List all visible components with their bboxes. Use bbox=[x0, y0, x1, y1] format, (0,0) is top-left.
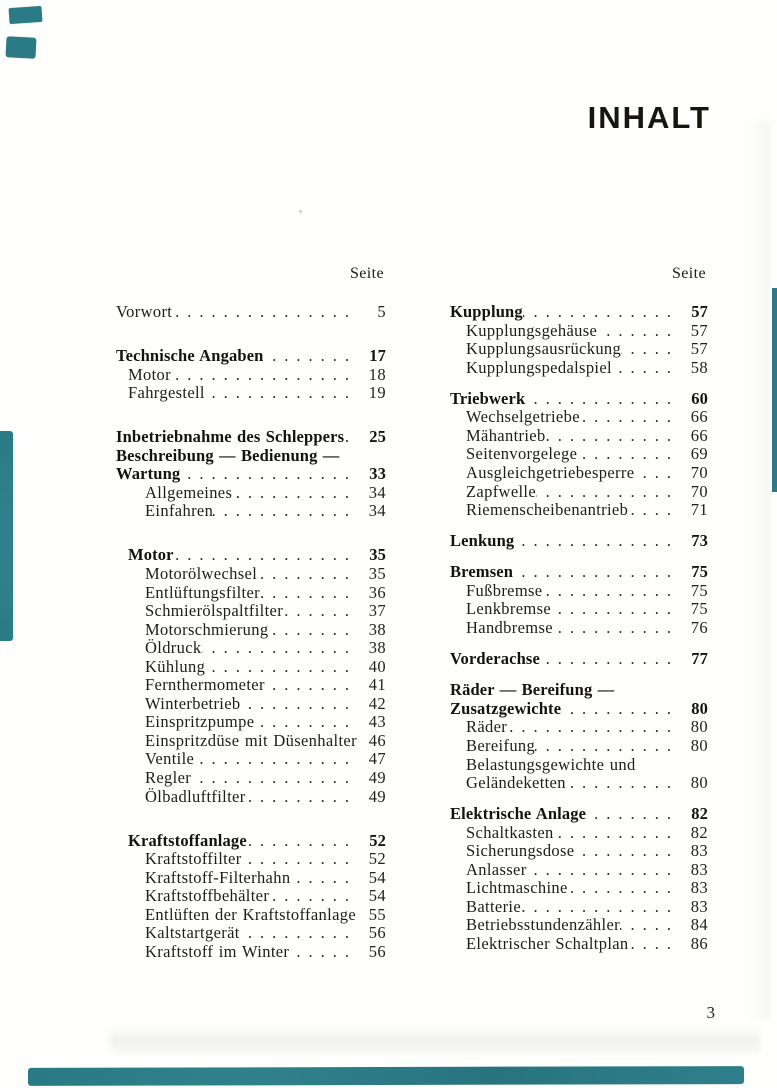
leader-dots bbox=[213, 502, 360, 521]
entry-page-number: 80 bbox=[691, 698, 708, 718]
leader-dots bbox=[553, 619, 682, 638]
toc-row bbox=[450, 842, 708, 861]
entry-page-number: 35 bbox=[369, 545, 386, 565]
leader-dots bbox=[351, 906, 360, 925]
leader-dots bbox=[577, 445, 682, 464]
toc-row bbox=[450, 532, 708, 551]
leader-dots bbox=[241, 695, 360, 714]
leader-dots bbox=[194, 750, 360, 769]
leader-dots bbox=[620, 916, 682, 935]
toc-rows-right bbox=[450, 303, 708, 954]
leader-dots bbox=[568, 879, 682, 898]
leader-dots bbox=[612, 359, 682, 378]
entry-page-number: 57 bbox=[690, 339, 708, 359]
toc-row bbox=[116, 465, 386, 484]
entry-label: Einspritzdüse mit Düsenhalter bbox=[145, 730, 357, 750]
entry-label: Kraftstoffanlage bbox=[128, 830, 247, 850]
seite-heading-left: Seite bbox=[350, 265, 384, 282]
entry-page-number: 82 bbox=[691, 804, 708, 824]
entry-label: Fußbremse bbox=[466, 580, 543, 600]
entry-page-number: 58 bbox=[690, 357, 708, 377]
entry-page-number: 83 bbox=[690, 841, 708, 861]
entry-label: Riemenscheibenantrieb bbox=[466, 500, 629, 520]
entry-page-number: 75 bbox=[691, 562, 708, 582]
entry-label: Beschreibung — Bedienung — bbox=[116, 445, 340, 465]
entry-page-number: 46 bbox=[368, 730, 386, 750]
entry-label: Kühlung bbox=[145, 656, 206, 676]
entry-label: Geländeketten bbox=[466, 773, 566, 793]
entry-page-number: 49 bbox=[368, 786, 386, 806]
entry-label: Zapfwelle bbox=[466, 481, 537, 501]
leader-dots bbox=[535, 737, 682, 756]
entry-label: Räder bbox=[466, 717, 508, 737]
toc-row bbox=[116, 621, 386, 640]
toc-row bbox=[450, 582, 708, 601]
toc-row bbox=[116, 447, 386, 466]
entry-page-number: 52 bbox=[369, 830, 386, 850]
entry-label: Vorderachse bbox=[450, 649, 540, 669]
entry-label: Fernthermometer bbox=[145, 675, 265, 695]
leader-dots bbox=[289, 943, 360, 962]
entry-page-number: 5 bbox=[377, 302, 386, 322]
toc-row bbox=[116, 713, 386, 732]
toc-row bbox=[450, 483, 708, 502]
toc-row bbox=[450, 600, 708, 619]
leader-dots bbox=[202, 639, 360, 658]
toc-row bbox=[450, 340, 708, 359]
leader-dots bbox=[264, 347, 360, 366]
entry-label: Triebwerk bbox=[450, 388, 526, 408]
toc-row bbox=[450, 898, 708, 917]
entry-label: Wartung bbox=[116, 464, 181, 484]
toc-row bbox=[450, 650, 708, 669]
entry-label: Anlasser bbox=[466, 859, 527, 879]
entry-label: Kraftstoffbehälter bbox=[145, 886, 270, 906]
toc-row bbox=[116, 546, 386, 565]
entry-page-number: 54 bbox=[368, 867, 386, 887]
leader-dots bbox=[523, 303, 682, 322]
toc-row bbox=[116, 788, 386, 807]
entry-page-number: 70 bbox=[690, 463, 708, 483]
entry-label: Einfahren bbox=[145, 501, 214, 521]
toc-row bbox=[116, 887, 386, 906]
entry-page-number: 82 bbox=[690, 822, 708, 842]
page-right-edge-shadow bbox=[748, 120, 770, 1020]
toc-row bbox=[450, 427, 708, 446]
toc-row bbox=[116, 832, 386, 851]
entry-page-number: 25 bbox=[369, 427, 386, 447]
toc-row bbox=[116, 565, 386, 584]
leader-dots bbox=[628, 501, 682, 520]
leader-dots bbox=[536, 483, 682, 502]
entry-page-number: 52 bbox=[368, 849, 386, 869]
toc-row bbox=[116, 732, 386, 751]
entry-page-number: 42 bbox=[368, 693, 386, 713]
toc-row bbox=[450, 501, 708, 520]
entry-page-number: 66 bbox=[690, 407, 708, 427]
entry-label: Kraftstoff im Winter bbox=[145, 941, 290, 961]
toc-row bbox=[116, 750, 386, 769]
leader-dots bbox=[540, 650, 682, 669]
toc-row bbox=[450, 303, 708, 322]
entry-label: Ölbadluftfilter bbox=[145, 786, 246, 806]
entry-page-number: 19 bbox=[368, 383, 386, 403]
leader-dots bbox=[242, 850, 360, 869]
leader-dots bbox=[351, 732, 360, 751]
leader-dots bbox=[240, 924, 360, 943]
entry-label: Mähantrieb bbox=[466, 425, 546, 445]
leader-dots bbox=[566, 774, 682, 793]
leader-dots bbox=[269, 887, 360, 906]
leader-dots bbox=[191, 769, 360, 788]
entry-page-number: 77 bbox=[691, 649, 708, 669]
entry-page-number: 80 bbox=[690, 717, 708, 737]
leader-dots bbox=[283, 602, 360, 621]
entry-page-number: 60 bbox=[691, 388, 708, 408]
leader-dots bbox=[260, 584, 360, 603]
entry-page-number: 55 bbox=[368, 904, 386, 924]
entry-label: Regler bbox=[145, 768, 192, 788]
toc-row bbox=[450, 737, 708, 756]
toc-row bbox=[116, 502, 386, 521]
toc-row bbox=[450, 774, 708, 793]
entry-label: Allgemeines bbox=[145, 482, 233, 502]
toc-row bbox=[450, 445, 708, 464]
entry-label: Kupplungspedalspiel bbox=[466, 357, 612, 377]
entry-page-number: 80 bbox=[690, 773, 708, 793]
toc-row bbox=[450, 681, 708, 700]
toc-row bbox=[116, 347, 386, 366]
toc-row bbox=[450, 879, 708, 898]
teal-marker-stroke-top-1 bbox=[8, 6, 42, 24]
leader-dots bbox=[232, 484, 360, 503]
leader-dots bbox=[205, 384, 360, 403]
entry-page-number: 57 bbox=[691, 302, 708, 322]
toc-row bbox=[450, 824, 708, 843]
leader-dots bbox=[507, 718, 682, 737]
entry-label: Kupplungsgehäuse bbox=[466, 320, 598, 340]
entry-page-number: 84 bbox=[690, 915, 708, 935]
entry-page-number: 80 bbox=[690, 735, 708, 755]
entry-label: Vorwort bbox=[116, 302, 173, 322]
entry-page-number: 38 bbox=[368, 638, 386, 658]
entry-label: Entlüftungsfilter bbox=[145, 582, 261, 602]
entry-label: Lenkung bbox=[450, 531, 515, 551]
entry-page-number: 49 bbox=[368, 768, 386, 788]
entry-page-number: 73 bbox=[691, 531, 708, 551]
toc-row bbox=[450, 390, 708, 409]
toc-rows-left bbox=[116, 303, 386, 961]
toc-row bbox=[450, 322, 708, 341]
entry-label: Seitenvorgelege bbox=[466, 444, 578, 464]
toc-row bbox=[116, 303, 386, 322]
toc-row bbox=[450, 861, 708, 880]
scan-speck bbox=[299, 210, 302, 213]
toc-row bbox=[116, 658, 386, 677]
toc-row bbox=[450, 935, 708, 954]
folio-page-number: 3 bbox=[706, 1003, 715, 1022]
entry-page-number: 83 bbox=[690, 859, 708, 879]
entry-label: Räder — Bereifung — bbox=[450, 680, 615, 700]
toc-row bbox=[116, 943, 386, 962]
entry-label: Öldruck bbox=[145, 638, 202, 658]
leader-dots bbox=[525, 390, 682, 409]
page-bottom-edge-shadow bbox=[110, 1026, 760, 1054]
leader-dots bbox=[574, 842, 682, 861]
leader-dots bbox=[521, 898, 682, 917]
entry-page-number: 66 bbox=[690, 425, 708, 445]
toc-row bbox=[450, 563, 708, 582]
leader-dots bbox=[180, 465, 360, 484]
entry-page-number: 56 bbox=[368, 923, 386, 943]
teal-marker-stroke-bottom bbox=[28, 1066, 744, 1086]
leader-dots bbox=[551, 600, 682, 619]
entry-label: Fahrgestell bbox=[128, 383, 205, 403]
entry-page-number: 38 bbox=[368, 619, 386, 639]
toc-row bbox=[116, 769, 386, 788]
entry-label: Wechselgetriebe bbox=[466, 407, 580, 427]
entry-page-number: 57 bbox=[690, 320, 708, 340]
leader-dots bbox=[634, 464, 682, 483]
entry-label: Lenkbremse bbox=[466, 599, 552, 619]
toc-row bbox=[116, 869, 386, 888]
entry-page-number: 70 bbox=[690, 481, 708, 501]
toc-row bbox=[450, 805, 708, 824]
toc-row bbox=[450, 359, 708, 378]
entry-label: Belastungsgewichte und bbox=[466, 754, 636, 774]
leader-dots bbox=[254, 713, 360, 732]
entry-page-number: 75 bbox=[690, 580, 708, 600]
leader-dots bbox=[247, 832, 360, 851]
leader-dots bbox=[290, 869, 360, 888]
entry-label: Motorschmierung bbox=[145, 619, 269, 639]
toc-row bbox=[116, 676, 386, 695]
leader-dots bbox=[513, 563, 682, 582]
page-title: INHALT bbox=[587, 100, 711, 135]
toc-row bbox=[116, 366, 386, 385]
toc-row bbox=[116, 484, 386, 503]
toc-row bbox=[450, 408, 708, 427]
entry-label: Einspritzpumpe bbox=[145, 712, 255, 732]
leader-dots bbox=[546, 427, 682, 446]
leader-dots bbox=[257, 565, 360, 584]
leader-dots bbox=[514, 532, 682, 551]
toc-row bbox=[116, 584, 386, 603]
entry-page-number: 86 bbox=[690, 934, 708, 954]
leader-dots bbox=[344, 428, 360, 447]
leader-dots bbox=[586, 805, 682, 824]
teal-marker-stroke-top-2 bbox=[5, 36, 36, 59]
seite-heading-right: Seite bbox=[672, 265, 706, 282]
leader-dots bbox=[629, 935, 682, 954]
leader-dots bbox=[527, 861, 682, 880]
entry-label: Schaltkasten bbox=[466, 822, 554, 842]
toc-row bbox=[116, 850, 386, 869]
toc-column-right bbox=[450, 265, 708, 954]
entry-page-number: 71 bbox=[690, 500, 708, 520]
leader-dots bbox=[554, 824, 682, 843]
toc-row bbox=[450, 916, 708, 935]
entry-label: Entlüften der Kraftstoffanlage bbox=[145, 904, 357, 924]
entry-page-number: 75 bbox=[690, 599, 708, 619]
entry-page-number: 76 bbox=[690, 618, 708, 638]
entry-page-number: 83 bbox=[690, 896, 708, 916]
toc-row bbox=[116, 428, 386, 447]
toc-row bbox=[116, 906, 386, 925]
entry-page-number: 56 bbox=[368, 941, 386, 961]
leader-dots bbox=[205, 658, 360, 677]
entry-page-number: 18 bbox=[368, 364, 386, 384]
entry-page-number: 69 bbox=[690, 444, 708, 464]
leader-dots bbox=[268, 621, 360, 640]
leader-dots bbox=[580, 408, 682, 427]
entry-label: Sicherungsdose bbox=[466, 841, 575, 861]
entry-label: Bereifung bbox=[466, 735, 536, 755]
entry-label: Handbremse bbox=[466, 618, 553, 638]
entry-label: Kraftstoffilter bbox=[145, 849, 242, 869]
leader-dots bbox=[171, 366, 360, 385]
entry-page-number: 36 bbox=[368, 582, 386, 602]
leader-dots bbox=[265, 676, 360, 695]
toc-row bbox=[116, 695, 386, 714]
leader-dots bbox=[172, 303, 360, 322]
entry-page-number: 54 bbox=[368, 886, 386, 906]
entry-label: Schmierölspaltfilter bbox=[145, 601, 284, 621]
entry-label: Kaltstartgerät bbox=[145, 923, 240, 943]
entry-page-number: 34 bbox=[368, 482, 386, 502]
entry-label: Technische Angaben bbox=[116, 346, 264, 366]
toc-row bbox=[116, 602, 386, 621]
entry-page-number: 17 bbox=[369, 346, 386, 366]
leader-dots bbox=[561, 700, 682, 719]
entry-page-number: 83 bbox=[690, 878, 708, 898]
toc-row bbox=[450, 718, 708, 737]
leader-dots bbox=[597, 322, 682, 341]
entry-page-number: 34 bbox=[368, 501, 386, 521]
entry-label: Motorölwechsel bbox=[145, 564, 258, 584]
teal-marker-stroke-right bbox=[772, 288, 777, 492]
entry-label: Betriebsstundenzähler bbox=[466, 915, 620, 935]
entry-label: Elektrische Anlage bbox=[450, 804, 587, 824]
entry-label: Motor bbox=[128, 364, 171, 384]
entry-label: Lichtmaschine bbox=[466, 878, 568, 898]
entry-label: Elektrischer Schaltplan bbox=[466, 934, 629, 954]
entry-page-number: 40 bbox=[368, 656, 386, 676]
toc-row bbox=[450, 756, 708, 775]
entry-label: Kupplungsausrückung bbox=[466, 339, 622, 359]
toc-row bbox=[450, 700, 708, 719]
leader-dots bbox=[246, 788, 360, 807]
entry-label: Kraftstoff-Filterhahn bbox=[145, 867, 291, 887]
toc-row bbox=[116, 384, 386, 403]
toc-row bbox=[116, 924, 386, 943]
toc-row bbox=[116, 639, 386, 658]
toc-row bbox=[450, 619, 708, 638]
entry-label: Winterbetrieb bbox=[145, 693, 241, 713]
entry-label: Zusatzgewichte bbox=[450, 698, 562, 718]
entry-page-number: 35 bbox=[368, 564, 386, 584]
entry-label: Bremsen bbox=[450, 562, 514, 582]
leader-dots bbox=[174, 546, 360, 565]
entry-label: Batterie bbox=[466, 896, 522, 916]
leader-dots bbox=[621, 340, 682, 359]
entry-label: Ventile bbox=[145, 749, 195, 769]
teal-marker-stroke-left bbox=[0, 431, 13, 641]
entry-label: Ausgleichgetriebesperre bbox=[466, 463, 635, 483]
toc-column-left bbox=[116, 265, 386, 961]
entry-label: Motor bbox=[128, 545, 174, 565]
toc-row bbox=[450, 464, 708, 483]
entry-page-number: 43 bbox=[368, 712, 386, 732]
entry-label: Inbetriebnahme des Schleppers bbox=[116, 427, 345, 447]
entry-label: Kupplung bbox=[450, 302, 523, 322]
entry-page-number: 37 bbox=[368, 601, 386, 621]
entry-page-number: 47 bbox=[368, 749, 386, 769]
entry-page-number: 33 bbox=[369, 464, 386, 484]
entry-page-number: 41 bbox=[368, 675, 386, 695]
leader-dots bbox=[542, 582, 682, 601]
